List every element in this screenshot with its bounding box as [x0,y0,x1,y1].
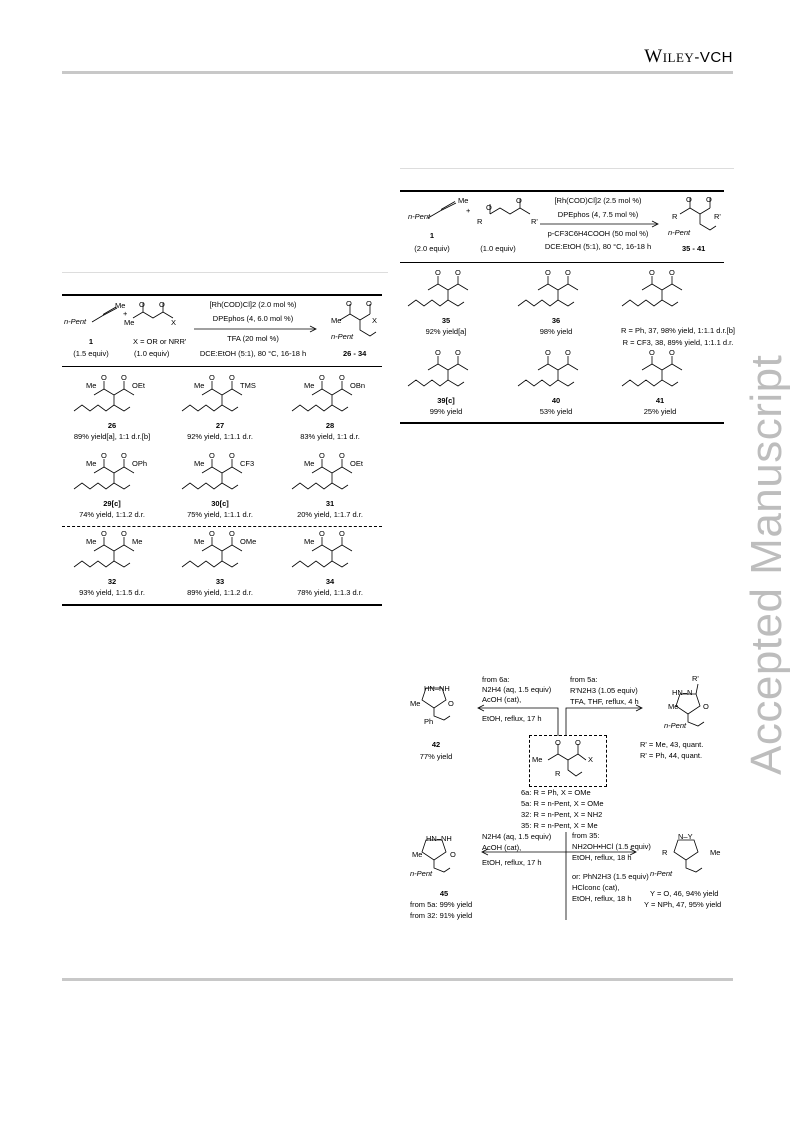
compound-substituent: OMe [240,537,257,546]
reactant1-label: n-Pent [64,317,87,326]
compound-substituent: Me [194,459,205,468]
right-product-o1: O [686,195,692,204]
arrow-to-42 [478,704,560,738]
left-product-o2: O [366,299,372,308]
compound-tile [280,451,380,523]
carbonyl-o: O [229,529,235,538]
reaction-arrow [194,326,318,332]
compound-yield: 83% yield, 1:1 d.r. [300,432,360,441]
carbonyl-o: O [121,451,127,460]
compound-structure [512,272,602,312]
compound-number: 40 [551,396,561,405]
compound-tile [280,529,380,601]
compound-yield: 74% yield, 1:1.2 d.r. [79,510,145,519]
compound-substituent: Me [304,381,315,390]
arrow-bl-1: AcOH (cat), [482,843,522,852]
compound-yield: 89% yield, 1:1.2 d.r. [187,588,253,597]
compound-yield: 98% yield [539,327,573,336]
arrow-bl-2: EtOH, reflux, 17 h [482,858,542,867]
carbonyl-o: O [339,373,345,382]
compound-tile [610,348,710,420]
c43-me: Me [668,702,679,711]
c46-47-line-1: Y = NPh, 47, 95% yield [644,900,722,909]
c42-o: O [448,699,454,708]
carbonyl-o: O [669,268,675,277]
right-cond-1: [Rh(COD)Cl]2 (2.5 mol %) [554,196,642,205]
compound-yield: 92% yield[a] [425,327,467,336]
carbonyl-o: O [339,451,345,460]
compound-structure [512,352,602,392]
right-product-r: R [672,212,678,221]
carbonyl-o: O [455,268,461,277]
compound-number: 29[c] [103,499,121,508]
compound-yield: 20% yield, 1:1.7 d.r. [297,510,363,519]
publisher-logo [644,46,733,68]
right-reactant2-equiv: (1.0 equiv) [480,244,516,253]
carbonyl-o: O [339,529,345,538]
compound-tile [62,529,162,601]
compound-number: 27 [215,421,225,430]
carbonyl-o: O [565,268,571,277]
plus-sign: + [123,309,128,318]
carbonyl-o: O [435,268,441,277]
compound-substituent: OPh [132,459,148,468]
arrow-br-3: or: PhN2H3 (1.5 equiv) [572,872,649,881]
compound-number: 31 [325,499,335,508]
c43-44-line-0: R' = Me, 43, quant. [640,740,704,749]
compound-substituent: Me [86,537,97,546]
reactant1-num: 1 [88,337,94,346]
arrow-br-4: HClconc (cat), [572,883,620,892]
c42-yield: 77% yield [419,752,453,761]
c43-rprime: R' [692,674,699,683]
right-plus-sign: + [466,206,471,215]
right-reactant1-equiv: (2.0 equiv) [414,244,450,253]
right-reaction-arrow [540,221,660,227]
right-reactant2-rp: R' [531,217,538,226]
arrow-to-43-44 [566,704,646,738]
compound-yield: 53% yield [539,407,573,416]
carbonyl-o: O [229,451,235,460]
right-product-pent: n-Pent [668,228,691,237]
central-me: Me [532,755,543,764]
left-product-o1: O [346,299,352,308]
compound-number: 28 [325,421,335,430]
compound-structure [616,272,706,312]
right-product-o2: O [706,195,712,204]
c46-n-y: N–Y [678,832,693,841]
right-reactant1-me: Me [458,196,469,205]
arrow-tr-2: TFA, THF, reflux, 4 h [570,697,639,706]
central-r: R [555,769,561,778]
carbonyl-o: O [121,373,127,382]
compound-yield: 78% yield, 1:1.3 d.r. [297,588,363,597]
compound-structure [402,272,492,312]
central-o1: O [555,738,561,747]
arrow-br-1: NH2OH•HCl (1.5 equiv) [572,842,651,851]
center-def-0: 6a: R = Ph, X = OMe [521,788,591,797]
arrow-br-0: from 35: [572,831,600,840]
compound-yield: 92% yield, 1:1.1 d.r. [187,432,253,441]
c42-ph: Ph [424,717,434,726]
compound-yield: 99% yield [429,407,463,416]
compound-substituent: OBn [350,381,366,390]
carbonyl-o: O [101,451,107,460]
c45-yield-0: from 5a: 99% yield [410,900,473,909]
carbonyl-o: O [319,529,325,538]
carbonyl-o: O [209,529,215,538]
compound-substituent: CF3 [240,459,255,468]
carbonyl-o: O [101,373,107,382]
compound-number: 34 [325,577,335,586]
arrow-tr-0: from 5a: [570,675,598,684]
compound-structure [616,352,706,392]
left-product-pent: n-Pent [331,332,354,341]
arrow-tl-3: EtOH, reflux, 17 h [482,714,542,723]
right-reactant1-label: n-Pent [408,212,431,221]
compound-number: 41 [655,396,665,405]
compound-yield: R = CF3, 38, 89% yield, 1:1.1 d.r. [622,338,734,347]
c42-num: 42 [431,740,441,749]
arrow-tl-0: from 6a: [482,675,510,684]
right-reactant2-o1: O [486,203,492,212]
reactant2-o2: O [159,300,165,309]
c45-me: Me [412,850,423,859]
compound-number: 30[c] [211,499,229,508]
c43-pent: n-Pent [664,721,687,730]
compound-structure [68,533,158,573]
left-cond-3: TFA (20 mol %) [227,334,279,343]
compound-substituent: TMS [240,381,256,390]
compound-tile [170,451,270,523]
right-reactant2-o2: O [516,196,522,205]
compound-number: 35 [441,316,451,325]
left-product-range: 26 - 34 [343,349,367,358]
right-cond-4: DCE:EtOH (5:1), 80 °C, 16-18 h [544,242,652,251]
compound-substituent: Me [194,537,205,546]
carbonyl-o: O [319,451,325,460]
reactant2-equiv: (1.0 equiv) [134,349,170,358]
compound-substituent: Me [194,381,205,390]
c46-me: Me [710,848,721,857]
left-product-me: Me [331,316,342,325]
right-cond-2: DPEphos (4, 7.5 mol %) [557,210,639,219]
compound-tile [62,451,162,523]
reactant2-x: X [171,318,177,327]
c45-o: O [450,850,456,859]
compound-number: 26 [107,421,117,430]
reactant1-equiv: (1.5 equiv) [73,349,109,358]
carbonyl-o: O [209,373,215,382]
compound-tile [280,373,380,445]
compound-number: 36 [551,316,561,325]
compound-structure [286,533,376,573]
compound-tile [170,373,270,445]
compound-structure [402,352,492,392]
central-x: X [588,755,594,764]
brand-suffix: -VCH [694,49,733,66]
compound-substituent: Me [304,537,315,546]
right-product-range: 35 - 41 [682,244,706,253]
c46-47-line-0: Y = O, 46, 94% yield [650,889,719,898]
compound-tile [396,268,496,340]
c45-pent: n-Pent [410,869,433,878]
compound-substituent: Me [86,459,97,468]
reactant2-o1: O [139,300,145,309]
compound-number: 33 [215,577,225,586]
reactant1-me: Me [115,301,126,310]
compound-yield: 75% yield, 1:1.1 d.r. [187,510,253,519]
carbonyl-o: O [545,348,551,357]
center-def-1: 5a: R = n-Pent, X = OMe [521,799,604,808]
c45-num: 45 [439,889,449,898]
footer-rule [62,978,733,981]
carbonyl-o: O [649,348,655,357]
compound-tile [506,348,606,420]
accepted-manuscript-watermark: Accepted Manuscript [742,354,791,775]
c45-yield-1: from 32: 91% yield [410,911,473,920]
compound-yield: 93% yield, 1:1.5 d.r. [79,588,145,597]
left-cond-1: [Rh(COD)Cl]2 (2.0 mol %) [209,300,297,309]
reactant2-def: X = OR or NRR' [133,337,187,346]
compound-tile [170,529,270,601]
compound-tile [610,268,736,340]
central-o2: O [575,738,581,747]
compound-tile [62,373,162,445]
compound-substituent: Me [132,537,143,546]
compound-tile [396,348,496,420]
carbonyl-o: O [649,268,655,277]
arrow-br-2: EtOH, reflux, 18 h [572,853,632,862]
compound-substituent: OEt [132,381,145,390]
c43-hn-n: HN–N [672,688,693,697]
c45-hn-nh: HN–NH [426,834,452,843]
c46-pent: n-Pent [650,869,673,878]
carbonyl-o: O [121,529,127,538]
center-def-3: 35: R = n-Pent, X = Me [521,821,598,830]
compound-tile [506,268,606,340]
c43-o: O [703,702,709,711]
carbonyl-o: O [545,268,551,277]
carbonyl-o: O [101,529,107,538]
left-product-x: X [372,316,378,325]
carbonyl-o: O [669,348,675,357]
compound-number: 32 [107,577,117,586]
arrow-tr-1: R'N2H3 (1.05 equiv) [570,686,638,695]
c46-r: R [662,848,668,857]
header-rule [62,71,733,74]
left-cond-2: DPEphos (4, 6.0 mol %) [212,314,294,323]
carbonyl-o: O [565,348,571,357]
compound-yield: R = Ph, 37, 98% yield, 1:1.1 d.r.[b] [620,326,736,335]
reactant2-me: Me [124,318,135,327]
arrow-br-5: EtOH, reflux, 18 h [572,894,632,903]
right-reactant1-num: 1 [429,231,435,240]
carbonyl-o: O [455,348,461,357]
right-cond-3: p-CF3C6H4COOH (50 mol %) [547,229,649,238]
carbonyl-o: O [319,373,325,382]
c42-hn-nh: HN–NH [424,684,450,693]
carbonyl-o: O [435,348,441,357]
compound-number: 39[c] [437,396,455,405]
center-def-2: 32: R = n-Pent, X = NH2 [521,810,603,819]
carbonyl-o: O [209,451,215,460]
arrow-bl-0: N2H4 (aq, 1.5 equiv) [482,832,552,841]
compound-substituent: Me [304,459,315,468]
c42-me: Me [410,699,421,708]
c43-44-line-1: R' = Ph, 44, quant. [640,751,703,760]
compound-substituent: Me [86,381,97,390]
compound-yield: 89% yield[a], 1:1 d.r.[b] [73,432,151,441]
arrow-tl-2: AcOH (cat), [482,695,522,704]
left-cond-4: DCE:EtOH (5:1), 80 °C, 16-18 h [199,349,307,358]
right-reactant2-r: R [477,217,483,226]
compound-yield: 25% yield [643,407,677,416]
carbonyl-o: O [229,373,235,382]
right-product-rp: R' [714,212,721,221]
arrow-tl-1: N2H4 (aq, 1.5 equiv) [482,685,552,694]
compound-substituent: OEt [350,459,363,468]
brand-main: Wiley [644,46,695,67]
